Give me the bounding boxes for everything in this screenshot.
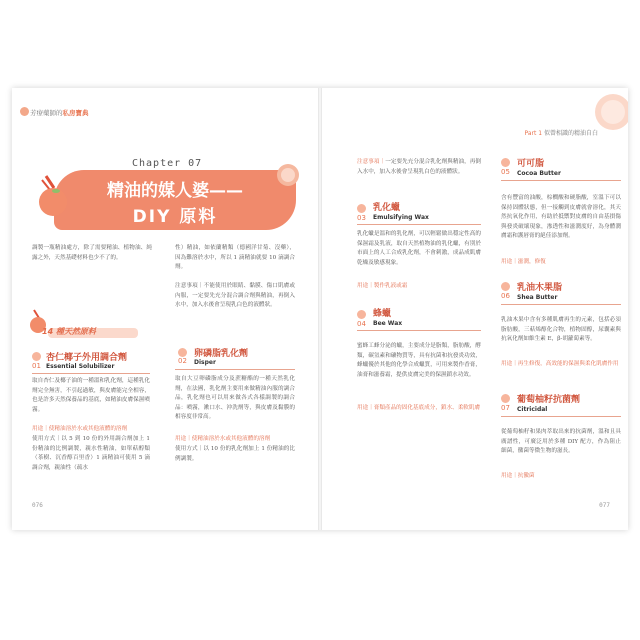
intro-text: 調製一瓶精油處方，除了需要精油、植物油、純露之外，天然基礎材料也少不了的。 — [32, 245, 152, 261]
section-05-number: 05 — [501, 168, 510, 176]
section-02-body: 取自大豆卵磷脂成分及蔗糖酯的一種天然乳化劑，在法國，乳化劑主要用來做精油內服的調合品，乳化劑也可以用來做各式各樣調製的調合品：噴霧，漱口水、沖洗劑等，與皮膚及黏膜的相容度非常高。 — [175, 376, 295, 421]
chapter-title-line1: 精油的媒人婆—— — [107, 181, 243, 201]
section-01-subtitle: Essential Solubilizer — [46, 363, 115, 370]
col3-note: 注意事項｜一定要先充分混合乳化劑與精油，再倒入水中，加入水後會呈現乳白色的液體狀。 — [357, 159, 481, 175]
left-page — [12, 88, 319, 530]
section-04-uses: 用途｜膏類產品的固化基底成分，鎖水、柔軟肌膚 — [357, 405, 481, 411]
orange-fruit-icon — [36, 172, 70, 222]
col2-note: 注意事項｜不能使用於眼睛、黏膜、傷口肌膚或內服，一定要先充分混合調合劑與精油，再倒入水中，加入水後會呈現乳白色的液體狀。 — [175, 283, 295, 309]
section-04-rule — [357, 330, 481, 331]
section-04-body: 蜜蜂工蜂分泌的蠟，主要成分是脂類，脂肪酸，酵類，碳氫素和礦物質等，具有抗菌和抗發炎功效，蜂蠟優於其他的化學合成蠟質，可用來製作香膏，油膏和滋養霜，提供皮膚完美的保濕鎖水功效。 — [357, 343, 481, 378]
section-06-uses: 用途｜再生修復，高效能的保濕與柔化肌膚作用 — [501, 361, 619, 367]
tag-title: 14 種天然原料 — [42, 327, 96, 336]
section-07-bullet-icon — [501, 394, 510, 403]
section-04-subtitle: Bee Wax — [373, 320, 403, 327]
section-06-body: 乳油木果中含有多種肌膚再生的元素，包括必須脂肪酸，三萜烯醇化合物，植物固醇，尿囊素與抗氧化劑如維生素 E，β-胡蘿蔔素等。 — [501, 317, 621, 343]
chapter-title-banner — [54, 170, 296, 230]
chapter-title-line2: DIY 原料 — [132, 207, 218, 227]
section-05-body: 含有豐富的油酸，棕櫚酸和硬脂酸，室溫下可以保持固體狀態，但一接觸到皮膚就會溶化，其天然抗氧化作用，有助於抵禦對皮膚的自由基損傷與發炎破壞現象，滲透性和滋潤度好，為身體潤膚霜和護唇膏的絕佳添加劑。 — [501, 195, 621, 240]
book-title-prefix: 芳療藥師的 — [30, 109, 63, 117]
section-03-uses: 用途｜製作乳液或霜 — [357, 283, 408, 289]
section-07-subtitle: Citricidal — [517, 406, 548, 413]
left-page-number: 076 — [32, 502, 43, 509]
orange-slice-corner-icon — [589, 92, 628, 132]
section-05-subtitle: Cocoa Butter — [517, 170, 561, 177]
section-03-number: 03 — [357, 214, 366, 222]
book-title-highlight: 私房寶典 — [62, 109, 89, 117]
section-01-title: 杏仁椰子外用調合劑 — [46, 353, 128, 363]
section-07-number: 07 — [501, 404, 510, 412]
section-01-uses: 用途｜使精油溶於水或其他液體的溶劑 — [32, 426, 128, 432]
section-01-rule — [32, 373, 150, 374]
section-01-bullet-icon — [32, 352, 41, 361]
section-03-body: 乳化蠟是溫和的乳化劑，可以輕鬆做出穩定性高的保濕霜及乳液，取自天然植物油的乳化蠟，有別於市面上的人工合成乳化劑，不會刺激，成品成肌膚乾燥及敏感現象。 — [357, 231, 481, 266]
right-page-number: 077 — [599, 502, 610, 509]
section-06-title: 乳油木果脂 — [517, 283, 563, 293]
book-title-header — [30, 108, 89, 117]
section-02-subtitle: Disper — [194, 359, 216, 366]
section-07-body: 從葡萄柚籽和果肉萃取出來的抗菌劑，溫和且具廣譜性，可廣泛用於多種 DIY 配方，作為阻止細菌，黴菌等微生物的滋長。 — [501, 429, 621, 455]
section-07-rule — [501, 416, 621, 417]
orange-slice-icon — [274, 162, 302, 188]
section-04-title: 蜂蠟 — [373, 309, 392, 319]
section-02-bullet-icon — [178, 348, 187, 357]
col2-top-text: 性）精油，如依蘭精類（德國洋甘菊、沒藥），因為難溶於水中，所以 1 滴精油就要 10 滴調合劑。 — [175, 245, 295, 271]
section-06-number: 06 — [501, 292, 510, 300]
part-header — [524, 128, 598, 137]
section-04-bullet-icon — [357, 310, 366, 319]
chapter-number: Chapter 07 — [132, 158, 203, 169]
section-05-rule — [501, 180, 621, 181]
section-02-uses: 用途｜使精油溶於水或其他液體的溶劑 — [175, 436, 271, 442]
section-04-number: 04 — [357, 320, 366, 328]
section-02-number: 02 — [178, 357, 187, 365]
section-03-title: 乳化蠟 — [373, 203, 401, 213]
section-02-method: 使用方式｜以 10 份的乳化劑加上 1 份精油的比例調製。 — [175, 446, 295, 462]
section-03-rule — [357, 224, 481, 225]
section-06-bullet-icon — [501, 282, 510, 291]
part-label: Part 1 — [524, 130, 543, 137]
section-02-title: 卵磷脂乳化劑 — [194, 349, 249, 359]
section-06-rule — [501, 304, 621, 305]
right-page — [321, 88, 628, 530]
section-02-rule — [175, 369, 295, 370]
section-06-subtitle: Shea Butter — [517, 294, 558, 301]
book-spread — [12, 88, 628, 530]
section-07-title: 葡萄柚籽抗菌劑 — [517, 395, 581, 405]
section-05-bullet-icon — [501, 158, 510, 167]
section-01-body: 取自杏仁及椰子油的一種溫和乳化劑，這種乳化劑完全無害，不引起過敏，與皮膚能完全相容，也是許多天然保養品的基底，如精油皮膚保濕噴霧。 — [32, 378, 150, 413]
section-05-title: 可可脂 — [517, 159, 545, 169]
section-07-uses: 用途｜抗黴菌 — [501, 473, 535, 479]
section-01-number: 01 — [32, 362, 41, 370]
section-05-uses: 用途｜滋潤，修復 — [501, 259, 546, 265]
section-01-method: 使用方式｜以 5 到 10 份的外用調合劑加上 1 份精油的比例調製，親水性精油，如單萜醇類（茶樹、沉香醇百里香）1 滴精油可使用 5 滴調合劑，親油性（疏水 — [32, 436, 150, 471]
section-03-bullet-icon — [357, 204, 366, 213]
part-title: 似曾相識的精油自白 — [543, 130, 598, 137]
orange-logo-icon — [20, 107, 29, 116]
section-03-subtitle: Emulsifying Wax — [373, 214, 429, 221]
